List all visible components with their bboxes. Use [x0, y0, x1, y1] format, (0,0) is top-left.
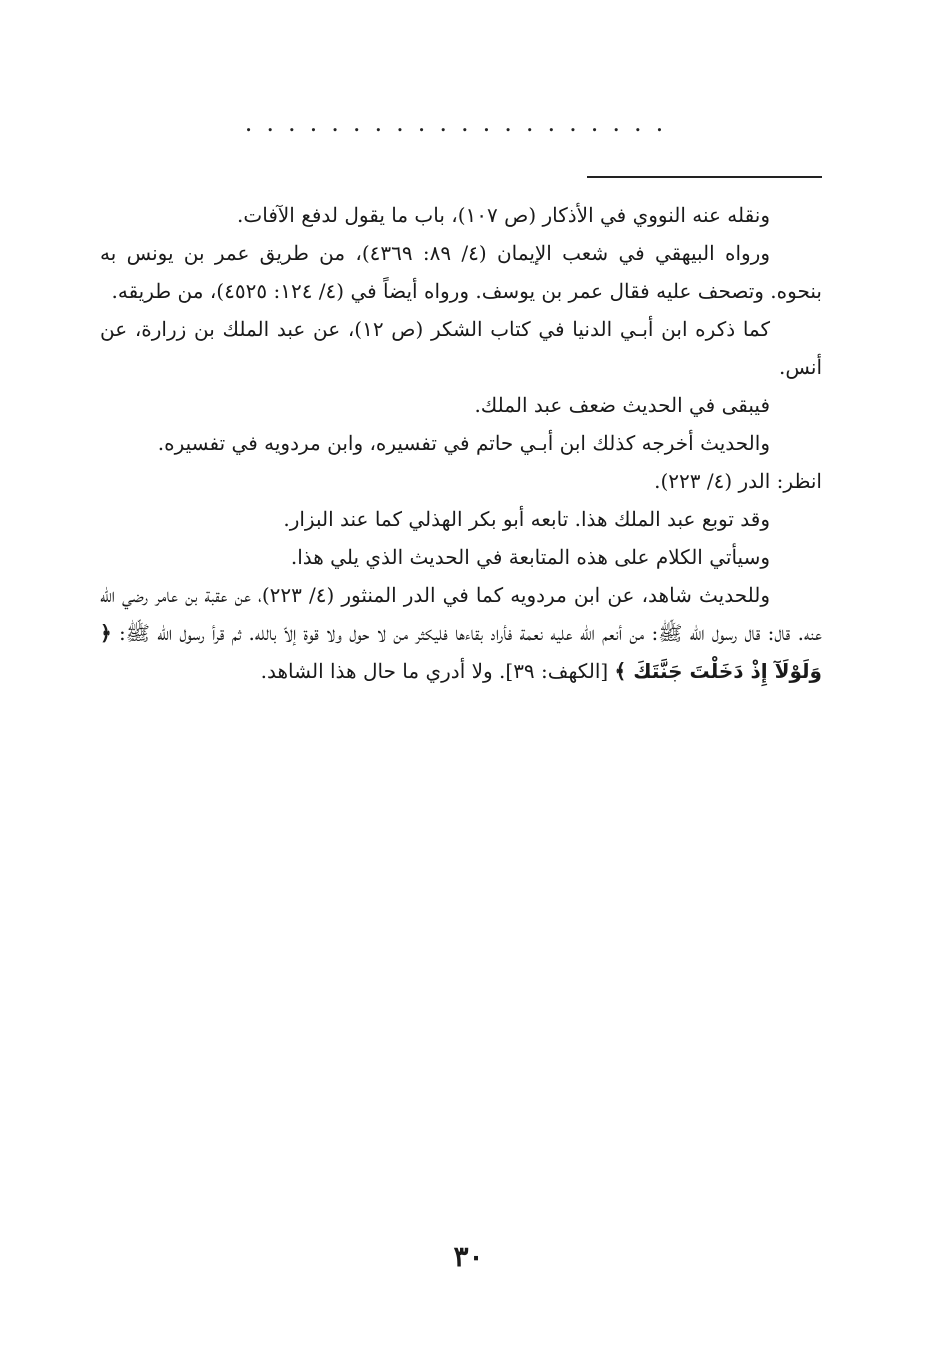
- paragraph-2: ورواه البيهقي في شعب الإيمان (٤/ ٨٩: ٤٣٦٩)، من طريق عمر بن يونس به بنحوه. وتصحف عليه فقال عمر بن يوسف. ورواه أيضاً في (٤/ ١٢٤: ٤٥٢٥)، من طريقه.: [100, 241, 822, 303]
- paragraph-4: فيبقى في الحديث ضعف عبد الملك.: [474, 393, 770, 417]
- page-number: ٣٠: [453, 1240, 484, 1273]
- footnote-rule: [587, 176, 822, 178]
- paragraph-5-reference: انظر: الدر (٤/ ٢٢٣).: [654, 469, 822, 493]
- quran-verse: ﴿ وَلَوْلَآ إِذْ دَخَلْتَ جَنَّتَكَ ﴾: [100, 621, 822, 683]
- paragraph-5: والحديث أخرجه كذلك ابن أبـي حاتم في تفسيره، وابن مردويه في تفسيره.: [157, 431, 770, 455]
- paragraph-8-ending: [الكهف: ٣٩]. ولا أدري ما حال هذا الشاهد.: [260, 659, 609, 683]
- footnote-text: [100, 196, 822, 690]
- paragraph-7: وسيأتي الكلام على هذه المتابعة في الحديث الذي يلي هذا.: [290, 545, 770, 569]
- paragraph-6: وقد توبع عبد الملك هذا. تابعه أبو بكر الهذلي كما عند البزار.: [283, 507, 770, 531]
- separator-dots: ....................: [244, 109, 678, 137]
- paragraph-3: كما ذكره ابن أبـي الدنيا في كتاب الشكر (ص ١٢)، عن عبد الملك بن زرارة، عن أنس.: [100, 317, 822, 379]
- paragraph-8: [100, 576, 822, 690]
- paragraph-1: ونقله عنه النووي في الأذكار (ص ١٠٧)، باب ما يقول لدفع الآفات.: [237, 203, 770, 227]
- paragraph-8-text: وللحديث شاهد، عن ابن مردويه كما في الدر المنثور (٤/ ٢٢٣)، عن عقبة بن عامر رضي الله عنه. قال: قال رسول الله ﷺ: من أنعم الله عليه نعمة فأراد بقاءها فليكثر من لا حول ولا قوة إلاّ بالله. ثم قرأ رسول الله ﷺ:: [100, 583, 822, 645]
